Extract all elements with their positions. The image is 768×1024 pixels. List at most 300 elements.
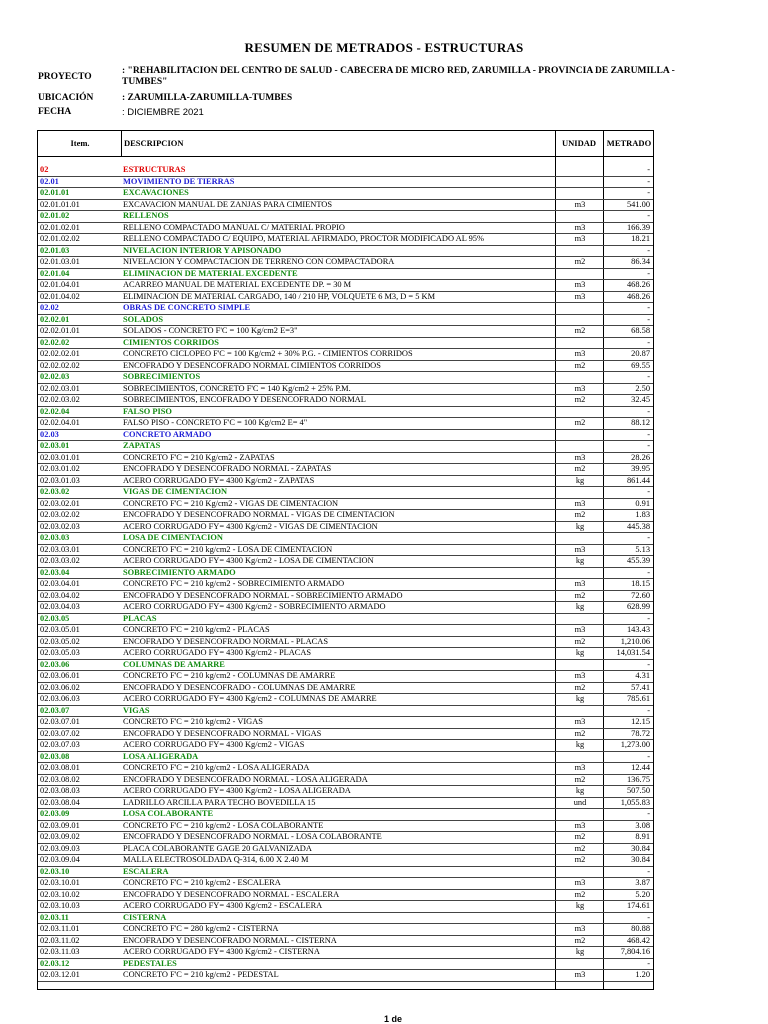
row-unit <box>558 706 602 717</box>
row-description: SOBRECIMIENTOS, CONCRETO F'C = 140 Kg/cm2 + 25% P.M. <box>123 383 351 393</box>
table-row <box>38 901 653 913</box>
table-row <box>38 602 653 614</box>
table-row <box>38 821 653 833</box>
row-description: CONCRETO F'C = 210 kg/cm2 - ESCALERA <box>123 878 281 887</box>
row-item-code: 02.03.11.02 <box>40 935 80 945</box>
row-metrado: 468.26 <box>626 291 650 301</box>
row-item-code: 02.03.04.01 <box>40 579 80 588</box>
row-unit: m3 <box>574 579 586 588</box>
table-row <box>38 211 653 223</box>
row-description: ENCOFRADO Y DESENCOFRADO NORMAL - CISTERNA <box>123 935 337 945</box>
row-item-code: 02.03.04.03 <box>40 602 80 611</box>
proyecto-value-line1: : "REHABILITACION DEL CENTRO DE SALUD - CABECERA DE MICRO RED, ZARUMILLA - PROVINCIA DE ZARUMILLA - <box>122 66 675 76</box>
row-description: FALSO PISO <box>123 406 172 416</box>
table-row <box>38 694 653 706</box>
table-row <box>38 568 653 580</box>
row-metrado: 28.26 <box>631 452 650 462</box>
row-description: PLACA COLABORANTE GAGE 20 GALVANIZADA <box>123 843 312 853</box>
row-metrado: 785.61 <box>626 694 650 703</box>
row-item-code: 02.02.03.02 <box>40 395 80 404</box>
row-metrado: - <box>647 866 650 876</box>
row-unit <box>558 913 602 924</box>
row-metrado: 1,055.83 <box>620 797 650 807</box>
row-item-code: 02.03.03.01 <box>40 544 80 554</box>
row-description: RELLENO COMPACTADO C/ EQUIPO, MATERIAL AFIRMADO, PROCTOR MODIFICADO AL 95% <box>123 234 484 243</box>
row-description: EXCAVACION MANUAL DE ZANJAS PARA CIMIENTOS <box>123 199 333 209</box>
row-unit <box>558 809 602 820</box>
row-item-code: 02.03.02.02 <box>40 510 80 519</box>
row-unit: m2 <box>574 464 586 473</box>
row-unit: m2 <box>574 682 586 692</box>
table-row <box>38 315 653 327</box>
table-row <box>38 430 653 442</box>
row-metrado: - <box>647 303 650 312</box>
table-row <box>38 292 653 304</box>
row-metrado: 861.44 <box>626 475 650 485</box>
row-description: CONCRETO F'C = 210 kg/cm2 - LOSA DE CIMENTACION <box>123 544 333 554</box>
row-metrado: - <box>647 211 650 220</box>
row-metrado: 468.42 <box>626 935 650 945</box>
row-item-code: 02.03.06.02 <box>40 682 80 692</box>
row-unit: m3 <box>574 222 586 232</box>
row-unit: m3 <box>574 199 586 209</box>
row-metrado: 136.75 <box>626 774 650 784</box>
table-row <box>38 487 653 499</box>
row-unit: kg <box>575 475 585 485</box>
row-description: LOSA DE CIMENTACION <box>123 533 223 542</box>
row-metrado: - <box>647 751 650 761</box>
row-item-code: 02.01.01.01 <box>40 199 80 209</box>
table-row <box>38 499 653 511</box>
table-row <box>38 303 653 315</box>
row-item-code: 02 <box>40 165 49 174</box>
row-description: FALSO PISO - CONCRETO F'C = 100 Kg/cm2 E= 4" <box>123 418 308 427</box>
row-description: CONCRETO F'C = 210 kg/cm2 - PLACAS <box>123 625 270 634</box>
row-description: ACERO CORRUGADO FY= 4300 Kg/cm2 - LOSA DE CIMENTACION <box>123 556 374 565</box>
row-unit <box>558 269 602 280</box>
header-descripcion: DESCRIPCION <box>124 138 184 148</box>
table-row <box>38 936 653 948</box>
row-metrado: 628.99 <box>626 602 650 611</box>
row-unit: m2 <box>574 832 586 841</box>
row-description: ACERO CORRUGADO FY= 4300 Kg/cm2 - LOSA ALIGERADA <box>123 786 351 795</box>
row-metrado: - <box>647 337 650 347</box>
row-description: LOSA ALIGERADA <box>123 751 199 761</box>
row-metrado: - <box>647 429 650 439</box>
row-metrado: - <box>647 406 650 416</box>
row-item-code: 02.01.04 <box>40 268 70 278</box>
row-unit: m2 <box>574 590 586 600</box>
table-row <box>38 453 653 465</box>
row-description: ENCOFRADO Y DESENCOFRADO NORMAL - PLACAS <box>123 636 328 646</box>
row-metrado: 12.44 <box>631 763 650 772</box>
row-item-code: 02.03.08.02 <box>40 774 80 784</box>
row-metrado: - <box>647 176 650 186</box>
row-description: SOBRECIMIENTOS <box>123 372 201 381</box>
row-unit <box>558 614 602 625</box>
table-row <box>38 257 653 269</box>
row-metrado: - <box>647 958 650 968</box>
table-header <box>38 131 653 157</box>
table-row <box>38 844 653 856</box>
table-row <box>38 717 653 729</box>
row-unit: m3 <box>574 878 586 887</box>
table-row <box>38 372 653 384</box>
row-metrado: 30.84 <box>631 855 650 864</box>
row-unit: m3 <box>574 349 586 358</box>
row-item-code: 02.01.01 <box>40 188 70 197</box>
table-row <box>38 545 653 557</box>
row-item-code: 02.02.04 <box>40 406 70 416</box>
row-unit <box>558 211 602 222</box>
row-metrado: - <box>647 268 650 278</box>
row-unit: m2 <box>574 326 586 335</box>
row-item-code: 02.03.05.01 <box>40 625 80 634</box>
row-unit: m2 <box>574 418 586 427</box>
row-unit <box>558 246 602 257</box>
row-unit <box>558 188 602 199</box>
row-unit: m2 <box>574 257 586 266</box>
row-item-code: 02.02.01.01 <box>40 326 80 335</box>
row-item-code: 02.01 <box>40 176 59 186</box>
row-unit: kg <box>575 602 585 611</box>
row-item-code: 02.03.09 <box>40 809 70 818</box>
row-item-code: 02.03.06.03 <box>40 694 80 703</box>
row-metrado: 541.00 <box>626 199 650 209</box>
row-item-code: 02.03.07 <box>40 705 70 715</box>
table-row <box>38 177 653 189</box>
row-description: ENCOFRADO Y DESENCOFRADO NORMAL - LOSA COLABORANTE <box>123 832 382 841</box>
row-metrado: 7,804.16 <box>620 947 650 956</box>
row-description: ACERO CORRUGADO FY= 4300 Kg/cm2 - ZAPATAS <box>123 475 315 485</box>
row-item-code: 02.03 <box>40 429 59 439</box>
row-description: CISTERNA <box>123 912 167 922</box>
row-item-code: 02.03.07.02 <box>40 728 80 738</box>
row-unit: m3 <box>574 763 586 772</box>
row-item-code: 02.02.03.01 <box>40 383 80 393</box>
table-row <box>38 188 653 200</box>
row-metrado: 18.21 <box>631 234 650 243</box>
table-row <box>38 683 653 695</box>
row-unit <box>558 441 602 452</box>
ubicacion-value: : ZARUMILLA-ZARUMILLA-TUMBES <box>122 93 293 103</box>
row-unit: kg <box>575 648 585 657</box>
table-row <box>38 234 653 246</box>
row-description: ENCOFRADO Y DESENCOFRADO NORMAL - VIGAS <box>123 728 322 738</box>
row-description: MALLA ELECTROSOLDADA Q-314, 6.00 X 2.40 M <box>123 855 309 864</box>
row-unit: m2 <box>574 843 586 853</box>
table-row <box>38 763 653 775</box>
table-row <box>38 947 653 959</box>
row-description: VIGAS DE CIMENTACION <box>123 487 228 496</box>
row-item-code: 02.03.09.03 <box>40 843 80 853</box>
table-row <box>38 326 653 338</box>
row-metrado: 39.95 <box>631 464 650 473</box>
row-metrado: 69.55 <box>631 360 650 370</box>
row-item-code: 02.01.04.02 <box>40 291 80 301</box>
row-unit <box>558 372 602 383</box>
row-metrado: 468.26 <box>626 280 650 289</box>
row-unit: m3 <box>574 924 586 933</box>
row-item-code: 02.03.09.02 <box>40 832 80 841</box>
row-item-code: 02.03.01 <box>40 441 70 450</box>
table-row <box>38 867 653 879</box>
row-unit: m3 <box>574 544 586 554</box>
proyecto-value-line2: TUMBES" <box>122 77 168 87</box>
row-item-code: 02.03.10.01 <box>40 878 80 887</box>
row-description: CONCRETO F'C = 210 kg/cm2 - PEDESTAL <box>123 970 279 979</box>
row-description: ELIMINACION DE MATERIAL CARGADO, 140 / 210 HP, VOLQUETE 6 M3, D = 5 KM <box>123 291 436 301</box>
table-row <box>38 200 653 212</box>
row-metrado: - <box>647 372 650 381</box>
row-metrado: 445.38 <box>626 521 650 531</box>
fecha-value: : DICIEMBRE 2021 <box>122 107 204 118</box>
proyecto-label: PROYECTO <box>38 72 92 82</box>
row-metrado: - <box>647 659 650 669</box>
table-row <box>38 740 653 752</box>
row-metrado: - <box>647 441 650 450</box>
row-metrado: 1.83 <box>635 510 650 519</box>
row-description: VIGAS <box>123 705 150 715</box>
page-number: 1 de <box>384 1014 403 1024</box>
row-description: ENCOFRADO Y DESENCOFRADO NORMAL - VIGAS DE CIMENTACION <box>123 510 395 519</box>
table-row <box>38 361 653 373</box>
row-unit: m3 <box>574 291 586 301</box>
row-metrado: 78.72 <box>631 728 650 738</box>
row-unit: kg <box>575 556 585 565</box>
row-item-code: 02.03.03.02 <box>40 556 80 565</box>
row-description: MOVIMIENTO DE TIERRAS <box>123 176 235 186</box>
row-unit: m3 <box>574 383 586 393</box>
row-description: ACERO CORRUGADO FY= 4300 Kg/cm2 - CISTERNA <box>123 947 320 956</box>
row-description: CONCRETO F'C = 280 kg/cm2 - CISTERNA <box>123 924 279 933</box>
row-description: CONCRETO F'C = 210 kg/cm2 - LOSA COLABORANTE <box>123 820 324 830</box>
row-description: ENCOFRADO Y DESENCOFRADO NORMAL - LOSA ALIGERADA <box>123 774 368 784</box>
row-metrado: - <box>647 245 650 255</box>
row-item-code: 02.03.11 <box>40 912 69 922</box>
row-metrado: 455.39 <box>626 556 650 565</box>
table-row <box>38 591 653 603</box>
row-metrado: 1.20 <box>635 970 650 979</box>
row-unit <box>558 315 602 326</box>
table-row <box>38 786 653 798</box>
row-unit: m3 <box>574 970 586 979</box>
row-description: SOBRECIMIENTO ARMADO <box>123 567 236 577</box>
row-metrado: 2.50 <box>635 383 650 393</box>
row-item-code: 02.02 <box>40 303 59 312</box>
row-description: NIVELACION Y COMPACTACION DE TERRENO CON COMPACTADORA <box>123 257 395 266</box>
row-unit: m2 <box>574 510 586 519</box>
table-row <box>38 671 653 683</box>
row-metrado: 72.60 <box>631 590 650 600</box>
table-row <box>38 878 653 890</box>
row-description: ACARREO MANUAL DE MATERIAL EXCEDENTE DP. = 30 M <box>123 280 352 289</box>
row-description: ENCOFRADO Y DESENCOFRADO - COLUMNAS DE AMARRE <box>123 682 356 692</box>
row-item-code: 02.03.05 <box>40 613 70 623</box>
row-unit <box>558 959 602 970</box>
row-description: RELLENO COMPACTADO MANUAL C/ MATERIAL PROPIO <box>123 222 345 232</box>
row-metrado: 5.13 <box>635 544 650 554</box>
row-metrado: - <box>647 533 650 542</box>
row-description: NIVELACION INTERIOR Y APISONADO <box>123 245 282 255</box>
row-unit: m3 <box>574 671 586 680</box>
row-unit <box>558 568 602 579</box>
row-description: CONCRETO ARMADO <box>123 429 212 439</box>
row-metrado: 4.31 <box>635 671 650 680</box>
table-row <box>38 798 653 810</box>
row-unit: m2 <box>574 774 586 784</box>
table-row <box>38 223 653 235</box>
row-item-code: 02.02.02 <box>40 337 70 347</box>
header-item: Item. <box>70 138 90 148</box>
row-description: CONCRETO F'C = 210 kg/cm2 - COLUMNAS DE AMARRE <box>123 671 336 680</box>
row-metrado: 30.84 <box>631 843 650 853</box>
row-metrado: 3.08 <box>635 820 650 830</box>
row-item-code: 02.03.11.01 <box>40 924 80 933</box>
row-unit: m2 <box>574 636 586 646</box>
row-unit: kg <box>575 521 585 531</box>
table-row <box>38 522 653 534</box>
row-item-code: 02.03.06.01 <box>40 671 80 680</box>
row-description: CONCRETO F'C = 210 kg/cm2 - SOBRECIMIENTO ARMADO <box>123 579 345 588</box>
row-metrado: 20.87 <box>631 349 650 358</box>
row-metrado: 57.41 <box>631 682 650 692</box>
row-metrado: - <box>647 314 650 324</box>
row-item-code: 02.03.05.03 <box>40 648 80 657</box>
row-description: ENCOFRADO Y DESENCOFRADO NORMAL CIMIENTOS CORRIDOS <box>123 360 381 370</box>
row-unit: m2 <box>574 855 586 864</box>
row-metrado: - <box>647 809 650 818</box>
row-item-code: 02.02.02.01 <box>40 349 80 358</box>
row-description: SOLADOS - CONCRETO F'C = 100 Kg/cm2 E=3" <box>123 326 298 335</box>
table-row <box>38 269 653 281</box>
row-unit <box>558 660 602 671</box>
row-metrado: - <box>647 165 650 174</box>
table-row <box>38 625 653 637</box>
row-metrado: 12.15 <box>631 717 650 726</box>
row-unit: kg <box>575 694 585 703</box>
table-row <box>38 579 653 591</box>
row-item-code: 02.03.11.03 <box>40 947 80 956</box>
header-unidad: UNIDAD <box>562 138 596 148</box>
row-unit <box>558 533 602 544</box>
row-description: CONCRETO CICLOPEO F'C = 100 Kg/cm2 + 30% P.G. - CIMIENTOS CORRIDOS <box>123 349 413 358</box>
row-description: ACERO CORRUGADO FY= 4300 Kg/cm2 - ESCALERA <box>123 901 323 910</box>
table-body <box>38 165 653 982</box>
row-unit: m3 <box>574 498 586 508</box>
row-item-code: 02.03.08.03 <box>40 786 80 795</box>
row-unit <box>558 338 602 349</box>
row-item-code: 02.01.02.01 <box>40 222 80 232</box>
row-unit: kg <box>575 901 585 910</box>
row-description: ACERO CORRUGADO FY= 4300 Kg/cm2 - VIGAS <box>123 740 305 749</box>
row-unit: m3 <box>574 717 586 726</box>
row-metrado: 166.39 <box>626 222 650 232</box>
row-unit: m2 <box>574 889 586 899</box>
table-row <box>38 556 653 568</box>
row-item-code: 02.02.02.02 <box>40 360 80 370</box>
row-metrado: 18.15 <box>631 579 650 588</box>
row-metrado: 32.45 <box>631 395 650 404</box>
row-metrado: 1,273.00 <box>620 740 650 749</box>
row-metrado: 68.58 <box>631 326 650 335</box>
row-description: ENCOFRADO Y DESENCOFRADO NORMAL - ZAPATAS <box>123 464 332 473</box>
row-metrado: - <box>647 188 650 197</box>
table-row <box>38 418 653 430</box>
row-metrado: 143.43 <box>626 625 650 634</box>
row-item-code: 02.03.12.01 <box>40 970 80 979</box>
row-unit: m3 <box>574 280 586 289</box>
row-item-code: 02.03.08.04 <box>40 797 80 807</box>
table-row <box>38 441 653 453</box>
table-row <box>38 407 653 419</box>
row-metrado: 86.34 <box>631 257 650 266</box>
row-metrado: 88.12 <box>631 418 650 427</box>
row-description: LADRILLO ARCILLA PARA TECHO BOVEDILLA 15 <box>123 797 316 807</box>
row-description: ENCOFRADO Y DESENCOFRADO NORMAL - SOBRECIMIENTO ARMADO <box>123 590 403 600</box>
row-item-code: 02.03.10.03 <box>40 901 80 910</box>
table-row <box>38 464 653 476</box>
row-item-code: 02.03.12 <box>40 958 70 968</box>
row-description: CONCRETO F'C = 210 Kg/cm2 - ZAPATAS <box>123 452 275 462</box>
row-metrado: 507.50 <box>626 786 650 795</box>
row-description: ACERO CORRUGADO FY= 4300 Kg/cm2 - VIGAS DE CIMENTACION <box>123 521 378 531</box>
row-metrado: 5.20 <box>635 889 650 899</box>
row-item-code: 02.03.05.02 <box>40 636 80 646</box>
row-item-code: 02.03.03 <box>40 533 70 542</box>
row-item-code: 02.03.09.04 <box>40 855 80 864</box>
row-metrado: - <box>647 487 650 496</box>
table-row <box>38 637 653 649</box>
row-metrado: - <box>647 705 650 715</box>
row-unit: kg <box>575 947 585 956</box>
row-description: RELLENOS <box>123 211 169 220</box>
table-row <box>38 729 653 741</box>
row-item-code: 02.03.07.01 <box>40 717 80 726</box>
table-row <box>38 706 653 718</box>
row-unit: kg <box>575 740 585 749</box>
row-unit <box>558 430 602 441</box>
row-description: ENCOFRADO Y DESENCOFRADO NORMAL - ESCALERA <box>123 889 340 899</box>
table-row <box>38 809 653 821</box>
table-row <box>38 533 653 545</box>
table-row <box>38 476 653 488</box>
row-description: ACERO CORRUGADO FY= 4300 Kg/cm2 - SOBRECIMIENTO ARMADO <box>123 602 386 611</box>
row-description: CIMIENTOS CORRIDOS <box>123 337 219 347</box>
table-row <box>38 832 653 844</box>
row-unit <box>558 177 602 188</box>
row-metrado: 14,031.54 <box>616 648 650 657</box>
row-item-code: 02.01.04.01 <box>40 280 80 289</box>
row-metrado: - <box>647 613 650 623</box>
table-row <box>38 855 653 867</box>
row-description: SOBRECIMIENTOS, ENCOFRADO Y DESENCOFRADO NORMAL <box>123 395 366 404</box>
row-metrado: 0.91 <box>635 498 650 508</box>
row-item-code: 02.03.01.01 <box>40 452 80 462</box>
table-row <box>38 338 653 350</box>
row-item-code: 02.03.10 <box>40 866 70 876</box>
row-unit <box>558 487 602 498</box>
row-item-code: 02.02.03 <box>40 372 70 381</box>
row-item-code: 02.03.02 <box>40 487 70 496</box>
table-row <box>38 752 653 764</box>
row-item-code: 02.03.01.03 <box>40 475 80 485</box>
row-description: PEDESTALES <box>123 958 177 968</box>
row-description: CONCRETO F'C = 210 kg/cm2 - LOSA ALIGERADA <box>123 763 310 772</box>
row-description: ESTRUCTURAS <box>123 165 186 174</box>
row-item-code: 02.01.02.02 <box>40 234 80 243</box>
ubicacion-label: UBICACIÓN <box>38 93 94 103</box>
